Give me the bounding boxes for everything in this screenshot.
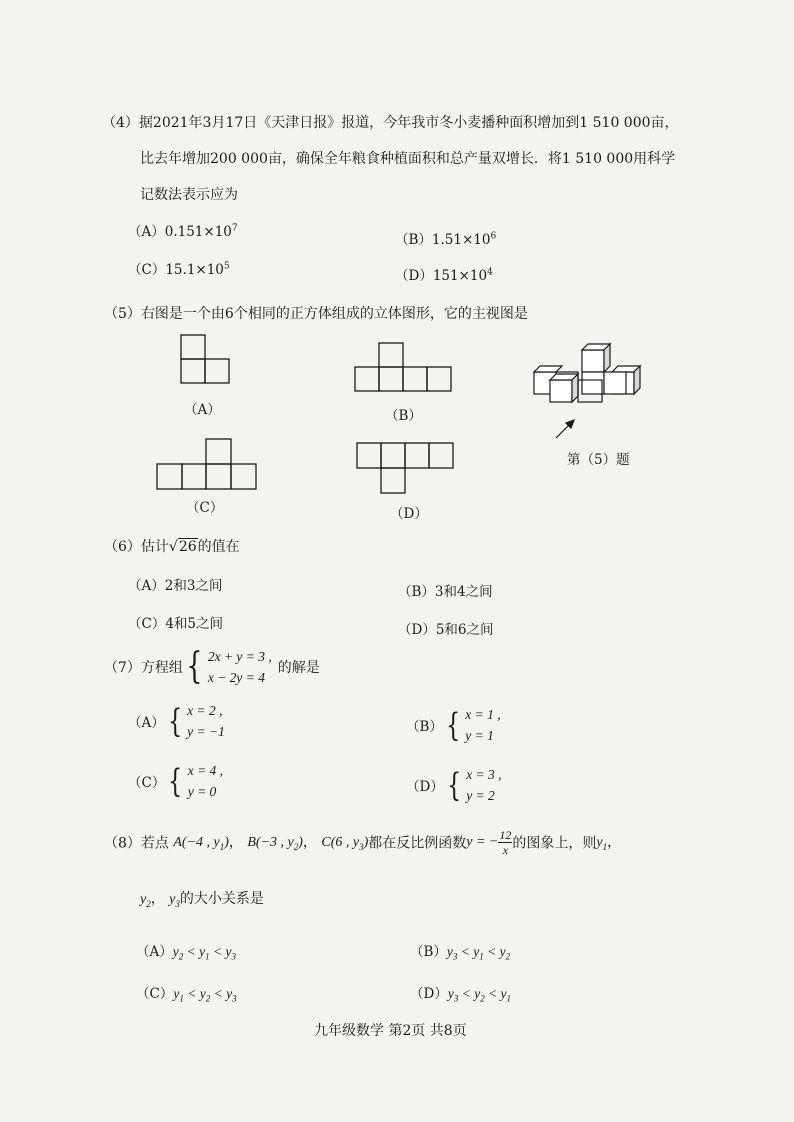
q5-label-d: （D） [390,506,428,522]
q7-option-a[interactable]: （A） { x = 2 , y = −1 [128,702,225,740]
sqrt-sign: √ [168,539,178,555]
q8-fraction: $\frac{12}{x}$ [499,828,512,857]
q7-stem: （7）方程组 { 2x + y = 3 , x − 2y = 4 的解是 [104,646,320,687]
q8-option-c[interactable]: $(C)y_1 < y_2 < y_3$ [136,986,237,1004]
q4-text-1: 据2021年3月17日《天津日报》报道，今年我市冬小麦播种面积增加到1 510 000亩， [138,115,679,131]
brace-icon: { [167,702,183,740]
q8-point-b: B(−3 , $y_2$) [247,834,303,852]
q4-number: （4） [102,115,139,131]
q8-option-a[interactable]: $(A)y_2 < y_1 < y_3$ [136,944,236,962]
q7-equation-system: { 2x + y = 3 , x − 2y = 4 [186,646,272,687]
q4-option-c[interactable]: $(C)15.1\times 10^5$ [128,261,230,278]
q5-figure-a[interactable] [180,334,232,386]
q5-stem: （5）右图是一个由6个相同的正方体组成的立体图形，它的主视图是 [104,306,528,322]
brace-icon: { [445,706,461,744]
q6-stem: （6）估计√26的值在 [104,539,240,555]
q5-figure-d[interactable] [356,442,456,496]
q5-label-b: （B） [385,408,422,424]
q4-option-a[interactable]: $(A)0.151\times 10^7$ [128,223,238,240]
q5-label-c: （C） [186,500,224,516]
q6-option-d[interactable]: （D）5和6之间 [398,622,494,638]
q4-option-b[interactable]: $(B)1.51\times 10^6$ [395,231,497,248]
q8-option-d[interactable]: $(D)y_3 < y_2 < y_1$ [410,986,512,1004]
q5-figure-b[interactable] [354,342,454,394]
q4-option-d[interactable]: $(D)151\times 10^4$ [395,267,493,284]
q6-option-c[interactable]: （C）4和5之间 [128,616,224,632]
q7-option-c[interactable]: （C） { x = 4 , y = 0 [128,762,224,800]
q8-point-a: A(−4 , $y_1$) [173,834,229,852]
page-footer: 九年级数学 第2页 共8页 [314,1023,467,1039]
q6-option-b[interactable]: （B）3和4之间 [398,584,493,600]
q5-label-a: （A） [184,402,221,418]
brace-icon: { [168,762,183,800]
brace-icon: { [186,646,203,687]
q8-line2: $y_2$， $y_3$的大小关系是 [140,891,264,909]
q4-text-2: 比去年增加200 000亩，确保全年粮食种植面积和总产量双增长．将1 510 000用科学 [140,151,676,167]
q8-point-c: C(6 , $y_3$) [321,834,369,852]
brace-icon: { [446,766,462,804]
q7-option-d[interactable]: （D） { x = 3 , y = 2 [406,766,502,804]
q5-solid-figure [528,340,640,448]
q5-caption: 第（5）题 [567,452,630,468]
q4-line1 [102,112,679,132]
q4-text-3: 记数法表示应为 [140,187,238,203]
q8-option-b[interactable]: $(B)y_3 < y_1 < y_2$ [410,944,511,962]
q5-figure-c[interactable] [156,438,260,492]
q8-stem: （8）若点 A(−4 , $y_1$)， B(−3 , $y_2$)， C(6 , $y_3$)都在反比例函数y = − $\frac{12}{x}$ 的图象上，则$y_1$， [104,828,622,857]
q6-option-a[interactable]: （A）2和3之间 [128,578,223,594]
q7-option-b[interactable]: （B） { x = 1 , y = 1 [406,706,501,744]
